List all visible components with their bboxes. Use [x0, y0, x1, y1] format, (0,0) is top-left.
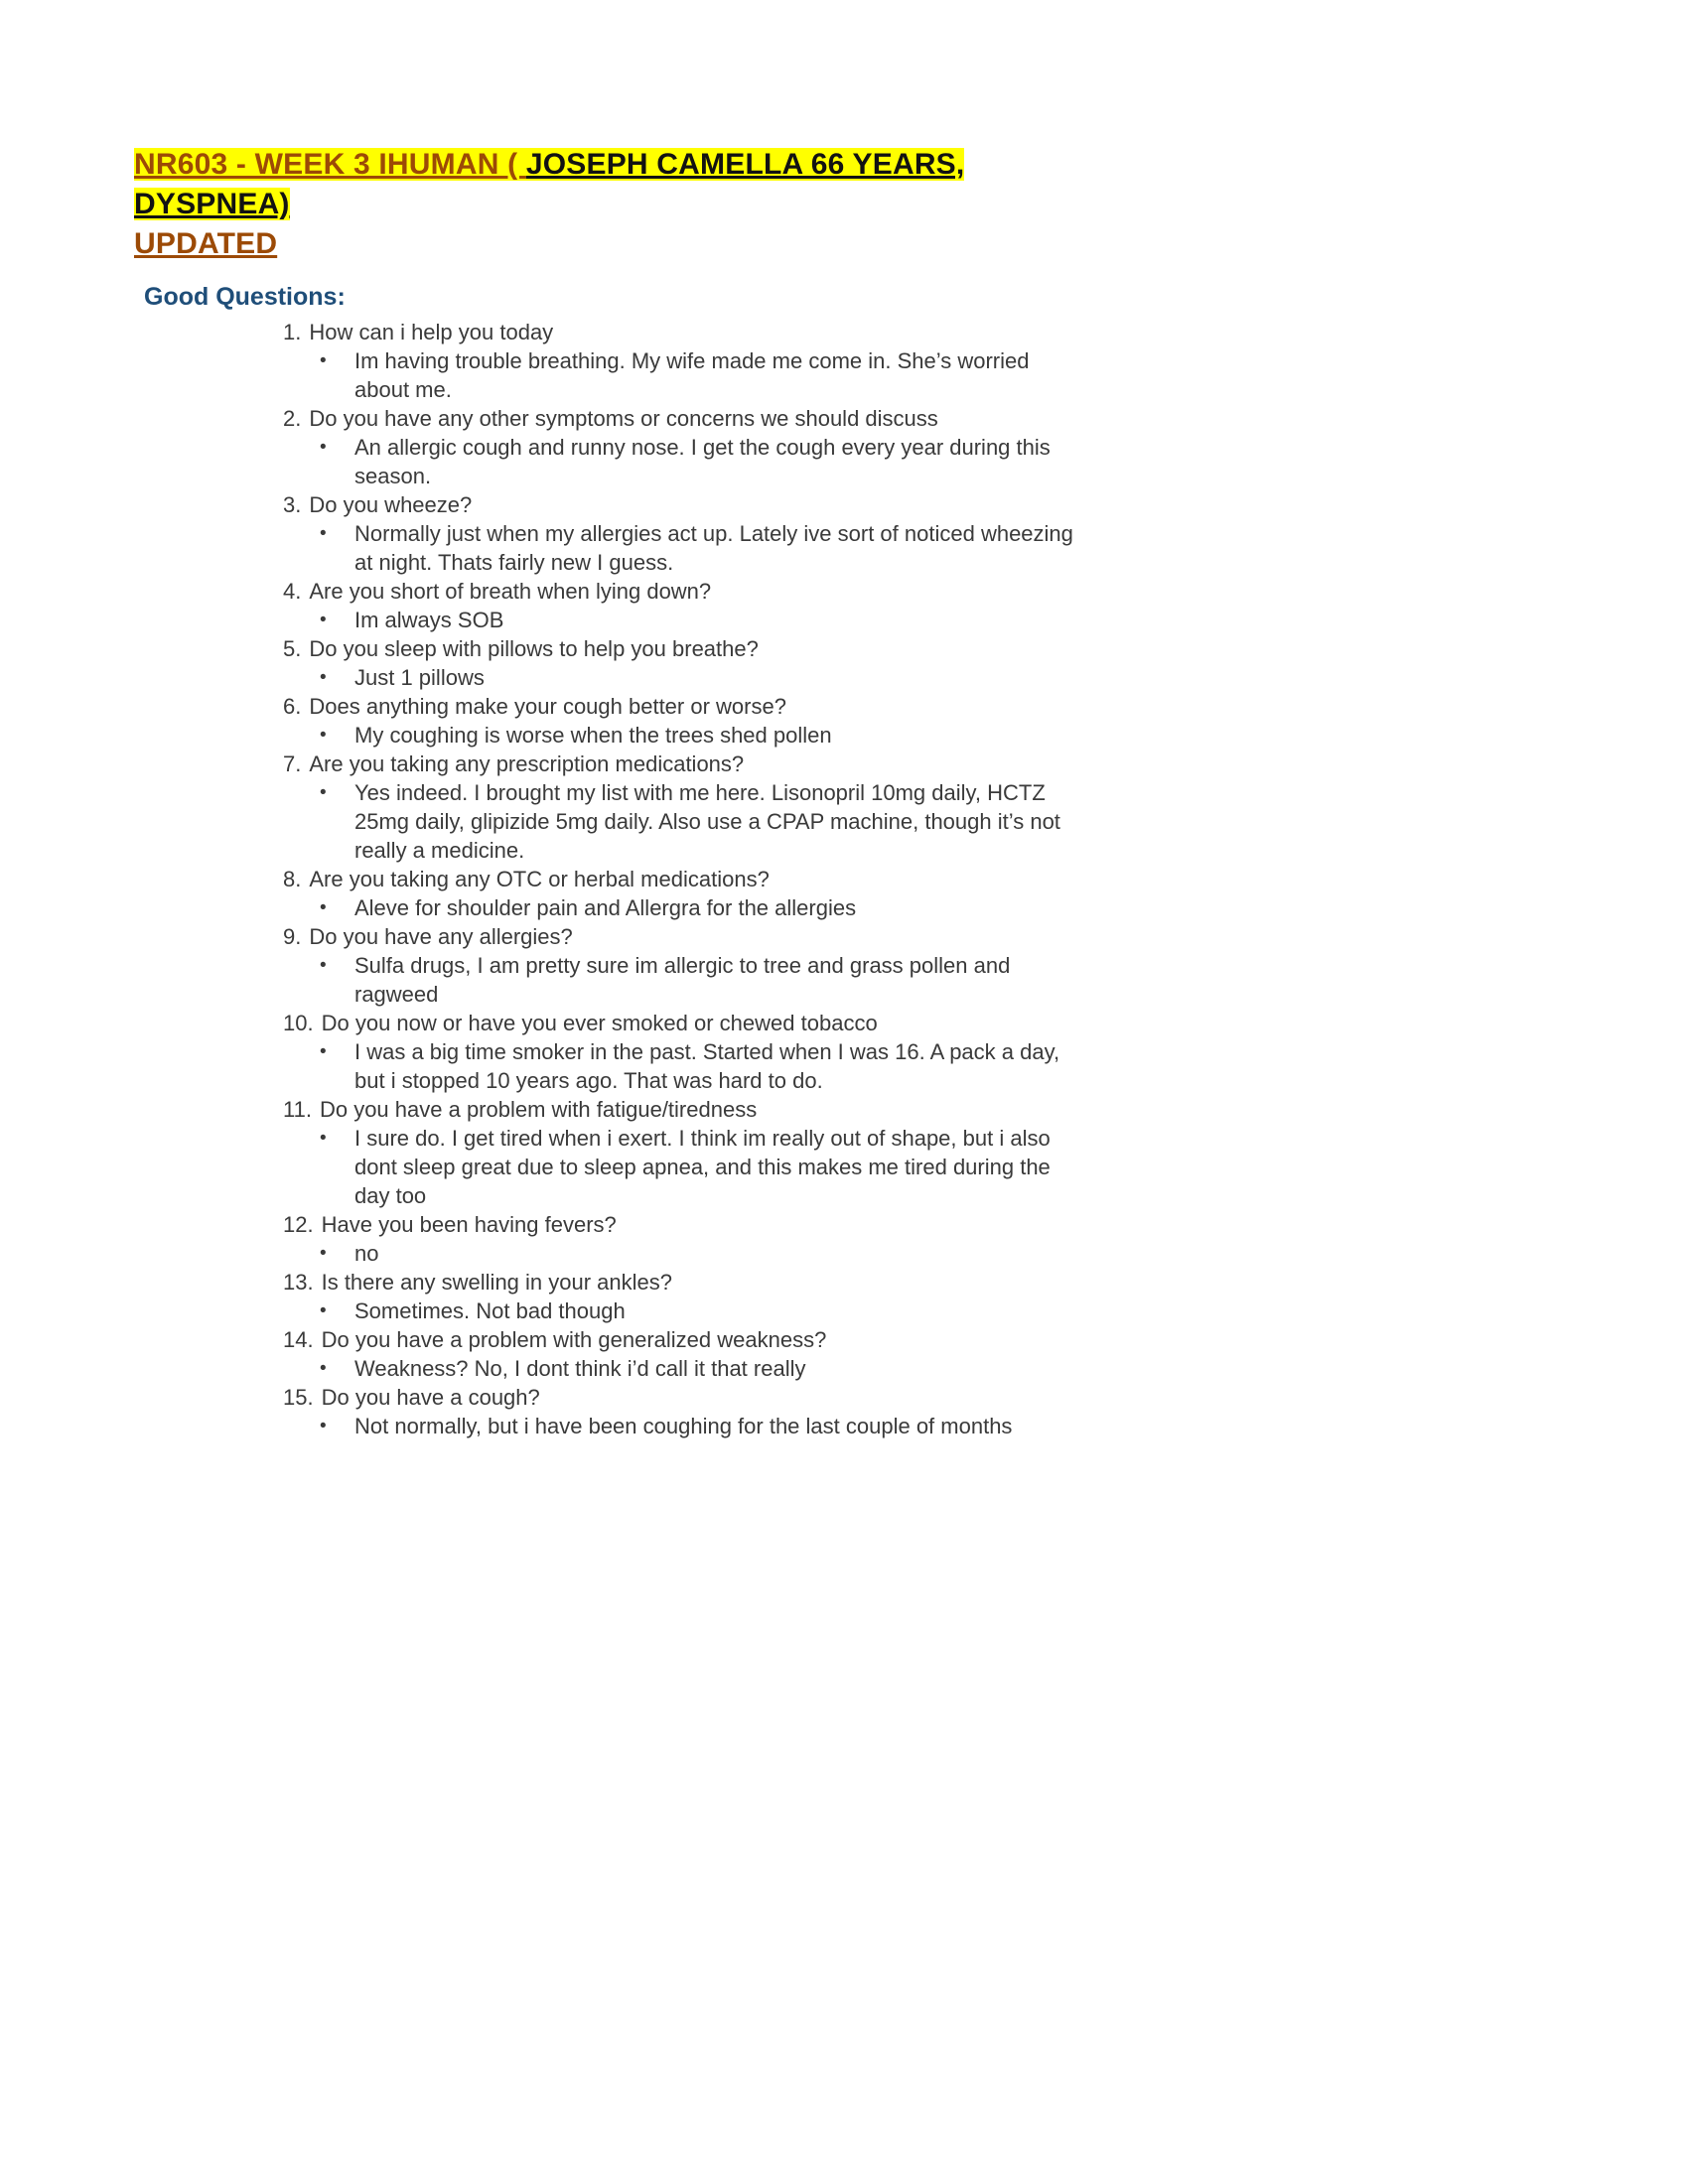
- bullet-icon: •: [320, 1243, 327, 1264]
- question-item: [134, 1268, 1082, 1325]
- question-text: How can i help you today: [309, 320, 554, 344]
- question-number: 12.: [283, 1212, 314, 1237]
- question-line: [134, 1325, 1082, 1354]
- question-text: Do you have any other symptoms or concerns we should discuss: [309, 406, 938, 431]
- section-heading: Good Questions:: [144, 283, 346, 311]
- question-line: [134, 1009, 1082, 1037]
- answer-text: Yes indeed. I brought my list with me here. Lisonopril 10mg daily, HCTZ 25mg daily, glipizide 5mg daily. Also use a CPAP machine, though it’s not really a medicine.: [354, 780, 1060, 863]
- question-text: Are you taking any prescription medications?: [309, 751, 745, 776]
- answer-text: Sometimes. Not bad though: [354, 1298, 626, 1323]
- answer-text: Just 1 pillows: [354, 665, 485, 690]
- bullet-icon: •: [320, 523, 327, 544]
- answer-line: [134, 951, 1082, 1009]
- document-title: [134, 145, 1082, 264]
- question-item: [134, 404, 1082, 490]
- question-line: [134, 692, 1082, 721]
- title-course-part: NR603 - WEEK 3 IHUMAN (: [134, 148, 526, 181]
- question-text: Do you now or have you ever smoked or chewed tobacco: [321, 1011, 878, 1035]
- question-text: Have you been having fevers?: [321, 1212, 617, 1237]
- question-number: 1.: [283, 320, 302, 344]
- bullet-icon: •: [320, 897, 327, 918]
- bullet-icon: •: [320, 955, 327, 976]
- bullet-icon: •: [320, 782, 327, 803]
- answer-text: My coughing is worse when the trees shed pollen: [354, 723, 832, 748]
- bullet-icon: •: [320, 610, 327, 630]
- answer-line: [134, 893, 1082, 922]
- question-line: [134, 1268, 1082, 1297]
- answer-text: Im always SOB: [354, 608, 504, 632]
- answer-line: [134, 1037, 1082, 1095]
- title-updated: UPDATED: [134, 227, 278, 260]
- bullet-icon: •: [320, 1128, 327, 1149]
- question-text: Do you have a problem with fatigue/tiredness: [319, 1097, 758, 1122]
- question-line: [134, 634, 1082, 663]
- question-number: 6.: [283, 694, 302, 719]
- answer-line: [134, 519, 1082, 577]
- question-line: [134, 318, 1082, 346]
- question-text: Are you short of breath when lying down?: [309, 579, 712, 604]
- answer-line: [134, 433, 1082, 490]
- question-text: Do you sleep with pillows to help you breathe?: [309, 636, 759, 661]
- question-item: [134, 1009, 1082, 1095]
- bullet-icon: •: [320, 1416, 327, 1436]
- question-number: 13.: [283, 1270, 314, 1295]
- question-list: [134, 318, 1082, 1440]
- question-text: Do you have any allergies?: [309, 924, 573, 949]
- question-line: [134, 1095, 1082, 1124]
- answer-text: I was a big time smoker in the past. Started when I was 16. A pack a day, but i stopped 10 years ago. That was hard to do.: [354, 1039, 1060, 1093]
- question-number: 3.: [283, 492, 302, 517]
- answer-line: [134, 778, 1082, 865]
- question-item: [134, 922, 1082, 1009]
- answer-line: [134, 1297, 1082, 1325]
- question-line: [134, 490, 1082, 519]
- answer-text: Weakness? No, I dont think i’d call it that really: [354, 1356, 806, 1381]
- answer-text: I sure do. I get tired when i exert. I think im really out of shape, but i also dont sleep great due to sleep apnea, and this makes me tired during the day too: [354, 1126, 1051, 1208]
- question-item: [134, 1210, 1082, 1268]
- answer-text: An allergic cough and runny nose. I get the cough every year during this season.: [354, 435, 1051, 488]
- question-item: [134, 1095, 1082, 1210]
- question-line: [134, 922, 1082, 951]
- question-text: Are you taking any OTC or herbal medications?: [309, 867, 770, 891]
- answer-line: [134, 1412, 1082, 1440]
- title-patient-part: JOSEPH CAMELLA 66 YEARS, DYSPNEA): [134, 148, 965, 220]
- question-text: Do you wheeze?: [309, 492, 473, 517]
- question-item: [134, 318, 1082, 404]
- question-item: [134, 865, 1082, 922]
- question-line: [134, 404, 1082, 433]
- question-number: 9.: [283, 924, 302, 949]
- question-item: [134, 1383, 1082, 1440]
- question-text: Do you have a cough?: [321, 1385, 540, 1410]
- bullet-icon: •: [320, 350, 327, 371]
- question-text: Is there any swelling in your ankles?: [321, 1270, 673, 1295]
- answer-line: [134, 346, 1082, 404]
- question-item: [134, 692, 1082, 750]
- question-item: [134, 577, 1082, 634]
- question-number: 10.: [283, 1011, 314, 1035]
- question-number: 7.: [283, 751, 302, 776]
- bullet-icon: •: [320, 1358, 327, 1379]
- answer-text: Sulfa drugs, I am pretty sure im allergic to tree and grass pollen and ragweed: [354, 953, 1011, 1007]
- answer-line: [134, 1354, 1082, 1383]
- question-number: 11.: [283, 1097, 312, 1122]
- question-number: 8.: [283, 867, 302, 891]
- question-text: Does anything make your cough better or worse?: [309, 694, 786, 719]
- answer-line: [134, 606, 1082, 634]
- bullet-icon: •: [320, 1041, 327, 1062]
- question-number: 5.: [283, 636, 302, 661]
- question-item: [134, 634, 1082, 692]
- bullet-icon: •: [320, 725, 327, 746]
- question-number: 15.: [283, 1385, 314, 1410]
- question-text: Do you have a problem with generalized weakness?: [321, 1327, 827, 1352]
- bullet-icon: •: [320, 1300, 327, 1321]
- answer-text: Not normally, but i have been coughing for the last couple of months: [354, 1414, 1013, 1438]
- answer-text: Normally just when my allergies act up. Lately ive sort of noticed wheezing at night. Thats fairly new I guess.: [354, 521, 1073, 575]
- question-item: [134, 1325, 1082, 1383]
- question-item: [134, 490, 1082, 577]
- question-number: 2.: [283, 406, 302, 431]
- question-line: [134, 1210, 1082, 1239]
- answer-line: [134, 663, 1082, 692]
- question-number: 4.: [283, 579, 302, 604]
- answer-line: [134, 1124, 1082, 1210]
- answer-text: Im having trouble breathing. My wife made me come in. She’s worried about me.: [354, 348, 1030, 402]
- bullet-icon: •: [320, 667, 327, 688]
- answer-line: [134, 1239, 1082, 1268]
- question-line: [134, 577, 1082, 606]
- answer-text: no: [354, 1241, 379, 1266]
- answer-text: Aleve for shoulder pain and Allergra for the allergies: [354, 895, 857, 920]
- answer-line: [134, 721, 1082, 750]
- question-number: 14.: [283, 1327, 314, 1352]
- question-line: [134, 750, 1082, 778]
- question-line: [134, 1383, 1082, 1412]
- question-item: [134, 750, 1082, 865]
- question-line: [134, 865, 1082, 893]
- bullet-icon: •: [320, 437, 327, 458]
